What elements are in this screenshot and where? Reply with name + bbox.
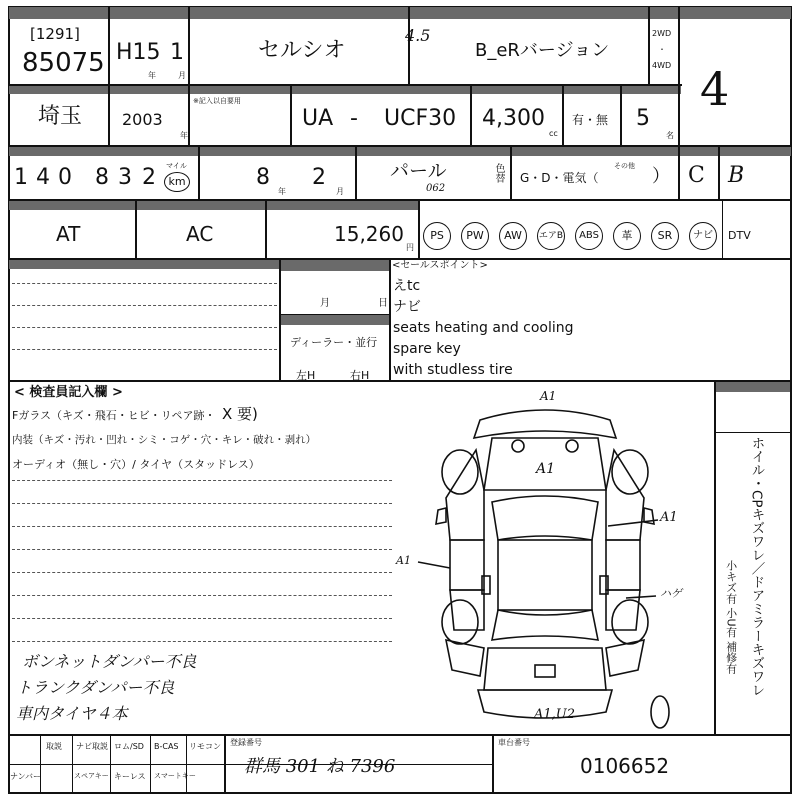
bottom-label-bcas: B-CAS [154,742,179,751]
vline [718,145,720,200]
reg-expiry-day: 日 [378,298,388,309]
equipment-abs: ABS [579,230,599,241]
equipment-aw-circle [499,222,527,250]
color-code: 062 [426,183,446,194]
mileage-digit: 2 [142,165,156,190]
note-line [12,305,277,306]
car-grade: B_eRバージョン [475,40,610,61]
inspector-line [12,549,392,550]
handwritten-note: ボンネットダンパー不良 [22,652,197,671]
records-label: 有・無 [572,113,609,127]
vline [186,734,187,794]
exterior-grade: B [728,163,745,188]
drive-2wd: 2WD [652,29,672,38]
sales-points-header: <セールスポイント> [392,260,488,271]
fuel-close: ） [652,166,670,187]
model-dash: - [350,106,358,131]
mileage-mile-label: マイル [166,162,187,170]
vline [470,84,472,146]
vline [72,734,73,794]
chassis-number: 0106652 [580,754,670,778]
model-prefix: UA [302,106,334,131]
vline [510,145,512,200]
year-era: H15 [116,40,161,65]
equipment-navi-circle [689,222,717,250]
plate-label: 登録番号 [230,738,262,747]
note-line [12,283,277,284]
diagram-mark-left: A1 [396,554,411,567]
mileage-km-circle [164,172,190,192]
vline [198,145,200,200]
vline [108,6,110,146]
reg-expiry-month: 月 [320,298,330,309]
vline [418,199,420,259]
vline [722,199,723,259]
header-strip-row4 [9,199,419,210]
handwritten-note: 車内タイヤ４本 [16,704,128,723]
bottom-label-spare-key: スペアキー [74,772,109,780]
vline [40,734,41,794]
dealer-parallel: ディーラー・並行 [290,336,378,349]
drive-dot: ・ [658,45,666,54]
vline [389,258,391,381]
year-month: 1 [170,40,184,65]
inspector-line2: 内装（キズ・汚れ・凹れ・シミ・コゲ・穴・キレ・破れ・剥れ） [12,434,317,446]
equipment-airbag-circle [537,222,565,250]
bottom-label-navi-manual: ナビ取説 [76,742,108,751]
sales-point-item: spare key [393,341,461,357]
inspector-line1: Fガラス（キズ・飛石・ヒビ・リペア跡・ [12,409,216,422]
first-reg-unit: 年 [180,131,188,140]
lot-number: 85075 [22,48,105,78]
vline [714,380,716,735]
location: 埼玉 [38,104,83,129]
year-unit: 年 [148,71,156,80]
month-unit: 月 [178,71,186,80]
hline [8,380,792,382]
vline [678,6,680,146]
bottom-label-manual: 取説 [46,742,62,751]
inspector-line [12,480,392,481]
recycle-unit: 円 [406,243,414,252]
color-name: パール [390,160,447,182]
hline [8,145,792,147]
note-line [12,327,277,328]
inspection-month-unit: 月 [336,187,344,196]
steering-right: 右H [350,369,370,382]
bottom-label-smart-key: スマートキー [154,772,196,780]
chassis-label: 車台番号 [498,738,530,747]
vline [678,145,680,200]
model-code: UCF30 [384,106,457,131]
mileage-digit: 1 [14,165,28,190]
equipment-leather-circle [613,222,641,250]
mileage-digit: 3 [118,165,132,190]
vline [135,199,137,259]
header-strip-diagram [714,382,790,392]
transmission: AT [56,222,81,246]
first-reg-year: 2003 [122,110,163,129]
car-name: セルシオ [258,38,346,63]
equipment-leather: 革 [621,229,633,242]
vline [620,84,622,146]
equipment-dtv: DTV [728,229,751,242]
hline [279,314,390,315]
drive-4wd: 4WD [652,61,672,70]
vline [408,6,410,85]
sales-point-item: ナビ [393,299,421,315]
vline [355,145,357,200]
inspector-line [12,572,392,573]
hline [8,199,792,201]
displacement-unit: cc [549,129,558,138]
interior-grade: C [688,163,705,188]
inspector-line [12,595,392,596]
inspector-line1-mark: X 要) [222,405,258,423]
header-strip-reg [279,259,389,271]
vline [265,199,267,259]
first-reg-note: ※記入以自要用 [193,97,241,105]
inspector-header: < 検査員記入欄 > [14,385,123,400]
hline [714,432,792,433]
equipment-pw: PW [466,229,484,242]
inspector-line [12,641,392,642]
vline [562,84,564,146]
inspection-year: 8 [256,165,270,190]
diagram-mark-right-door: A1 [660,510,678,525]
bottom-label-rom-sd: ロム/SD [114,742,144,751]
car-diagram [380,390,710,732]
vline [290,84,292,146]
diagram-mark-front: A1 [540,389,557,403]
recycle-amount: 15,260 [334,222,404,246]
seats-value: 5 [636,106,650,131]
score-scribble: 4.5 [405,26,431,45]
equipment-sr: SR [657,229,673,242]
inspector-line3: オーディオ（無し・穴）/ タイヤ（スタッドレス） [12,458,260,471]
vline [648,6,650,85]
diagram-mark-right-note: ハゲ [660,587,682,600]
inspector-line [12,526,392,527]
equipment-airbag: エアB [538,231,564,241]
mileage-digit: 4 [36,165,50,190]
sales-point-item: seats heating and cooling [393,320,574,336]
inspection-year-unit: 年 [278,187,286,196]
header-strip-row2 [9,84,681,94]
inspector-line [12,618,392,619]
steering-left: 左H [296,369,316,382]
hline [8,734,792,736]
equipment-pw-circle [461,222,489,250]
bottom-label-keyless: キーレス [114,772,146,781]
header-strip-dealer [279,315,389,325]
vline [150,734,151,794]
color-change-label: 色替 [493,163,504,183]
aircon: AC [186,222,214,246]
vline [224,734,226,794]
vline [492,734,494,794]
bottom-label-remote: リモコン [189,742,221,751]
lot-bracket-number: [1291] [30,25,80,43]
equipment-sr-circle [651,222,679,250]
displacement-value: 4,300 [482,106,545,131]
diagram-mark-bonnet: A1 [536,461,556,477]
diagram-mark-rear: A1,U2 [534,707,576,722]
vline [188,6,190,146]
vline [279,258,281,381]
mileage-digit: 0 [58,165,72,190]
side-note-repair: 小キズ有 小U有 補修有 [724,560,738,675]
header-strip-row3 [9,145,791,156]
inspector-line [12,503,392,504]
plate-number: 群馬 301 ね 7396 [244,756,396,777]
seats-unit: 名 [666,131,674,140]
note-line [12,349,277,350]
handwritten-note: トランクダンパー不良 [16,678,175,697]
overall-grade: 4 [700,62,730,116]
sales-point-item: えtc [393,278,421,294]
equipment-abs-circle [575,222,603,250]
mileage-km: km [168,175,186,188]
inspection-month: 2 [312,165,326,190]
equipment-aw: AW [504,229,522,242]
mileage-digit: 8 [95,165,109,190]
equipment-ps-circle [423,222,451,250]
vline [110,734,111,794]
bottom-label-number: ナンバー [10,772,42,781]
equipment-ps: PS [430,229,444,242]
fuel-options: G・D・電気（ [520,171,599,185]
equipment-navi: ナビ [693,230,713,241]
header-strip-row1 [9,7,791,19]
side-note-damage: ホイル・CPキズワレ／ドアミラーキズワレ [748,436,765,697]
fuel-other: その他 [614,162,635,170]
sales-point-item: with studless tire [393,362,513,378]
